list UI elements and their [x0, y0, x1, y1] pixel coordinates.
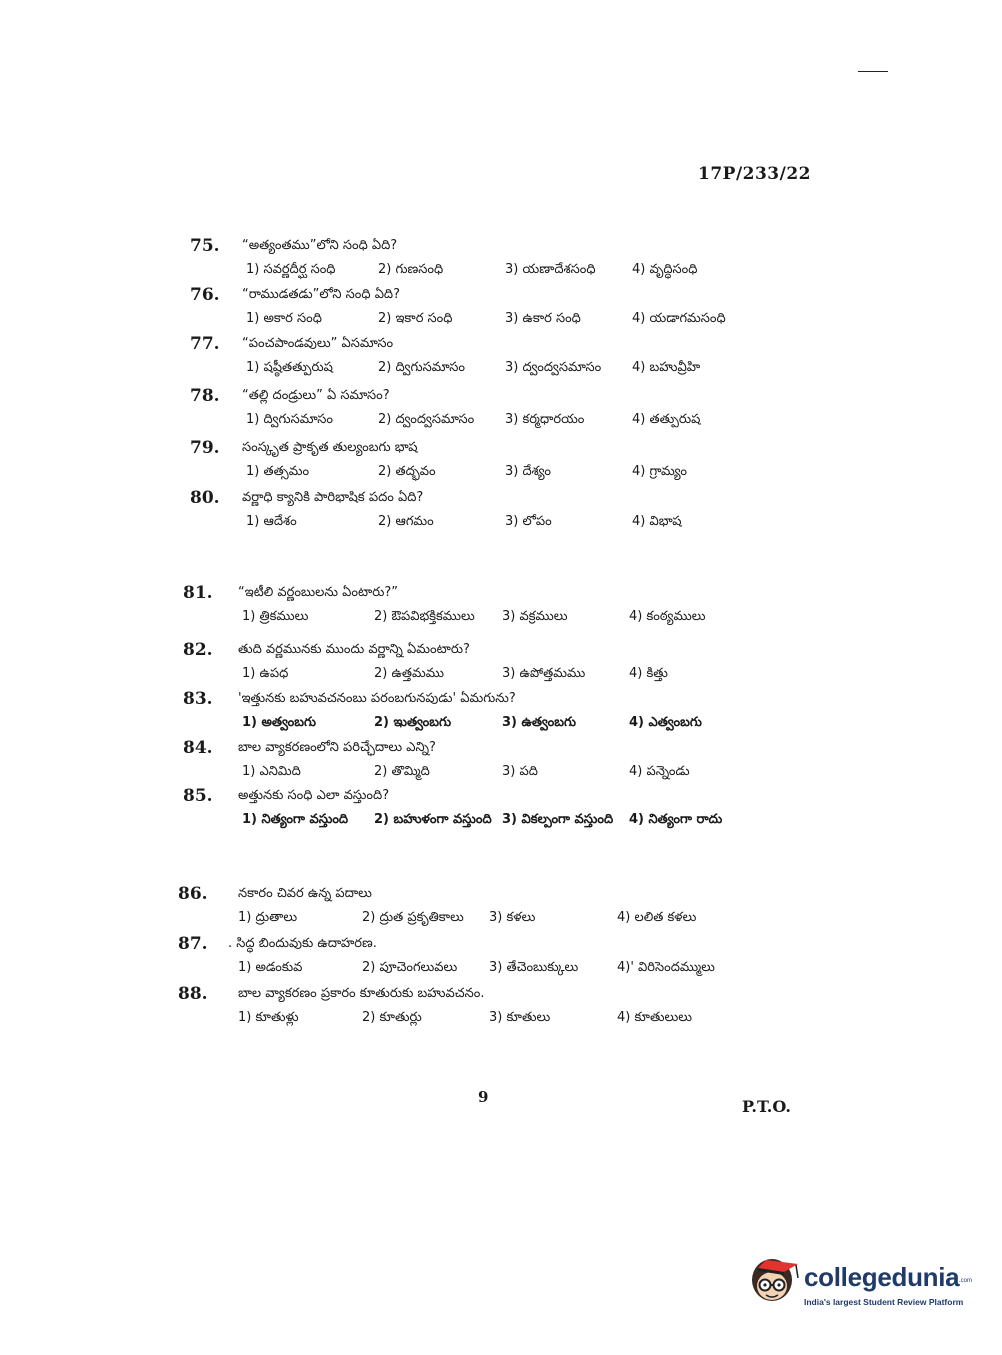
question-77: [0, 334, 1002, 384]
option-3: 3) పది: [502, 764, 538, 779]
option-1: 1) ద్రుతాలు: [238, 910, 298, 925]
option-2: 2) బహుళంగా వస్తుంది: [374, 812, 492, 827]
paper-code: 17P/233/22: [698, 164, 812, 184]
question-76: [0, 285, 1002, 335]
question-75: [0, 236, 1002, 286]
option-1: 1) సవర్ణదీర్ఘ సంధి: [246, 262, 336, 277]
mascot-icon: [744, 1250, 802, 1310]
option-1: 1) ఎనిమిది: [242, 764, 301, 779]
option-1: 1) నిత్యంగా వస్తుంది: [242, 812, 349, 827]
option-4: 4) పన్నెండు: [629, 764, 690, 779]
question-82: [0, 640, 1002, 690]
question-number: 86.: [178, 884, 208, 904]
option-2: 2) ఔపవిభక్తికములు: [374, 609, 475, 624]
question-81: [0, 583, 1002, 633]
question-number: 78.: [190, 386, 220, 406]
option-1: 1) షష్ఠీతత్పురుష: [246, 360, 333, 375]
option-2: 2) గుణసంధి: [378, 262, 444, 277]
question-text: . సిద్ధ బిందువుకు ఉదాహరణ.: [228, 936, 377, 951]
question-number: 84.: [183, 738, 213, 758]
question-80: [0, 488, 1002, 538]
question-text: “పంచపాండవులు” ఏసమాసం: [242, 336, 394, 351]
option-3: 3) లోపం: [505, 514, 552, 529]
question-text: అత్తునకు సంధి ఎలా వస్తుంది?: [238, 788, 390, 803]
option-4: 4) నిత్యంగా రాదు: [629, 812, 723, 827]
top-rule: [858, 71, 888, 72]
question-85: [0, 786, 1002, 836]
option-2: 2) ద్విగుసమాసం: [378, 360, 465, 375]
question-number: 83.: [183, 689, 213, 709]
question-text: బాల వ్యాకరణంలోని పరిచ్ఛేదాలు ఎన్ని?: [238, 740, 436, 755]
question-text: తుది వర్ణమునకు ముందు వర్ణాన్ని ఏమంటారు?: [238, 642, 470, 657]
question-text: “తల్లి దండ్రులు” ఏ సమాసం?: [242, 388, 390, 403]
option-3: 3) కూతులు: [489, 1010, 551, 1025]
page-number: 9: [478, 1088, 489, 1106]
watermark-name: collegedunia: [804, 1262, 960, 1292]
option-4: 4)' విరిసెందమ్ములు: [617, 960, 715, 975]
option-4: 4) యడాగమసంధి: [632, 311, 726, 326]
option-4: 4) కూతులులు: [617, 1010, 692, 1025]
question-number: 85.: [183, 786, 213, 806]
option-3: 3) వికల్పంగా వస్తుంది: [502, 812, 614, 827]
question-text: వర్ణాధి క్యానికి పారిభాషిక పదం ఏది?: [242, 490, 424, 505]
option-1: 1) కూతుళ్లు: [238, 1010, 299, 1025]
watermark-tagline: India's largest Student Review Platform: [804, 1297, 964, 1307]
option-3: 3) ఉత్వంబగు: [502, 715, 577, 730]
option-2: 2) ఇుత్వంబగు: [374, 715, 452, 730]
option-4: 4) బహువ్రీహి: [632, 360, 701, 375]
question-78: [0, 386, 1002, 436]
option-3: 3) యణాదేశసంధి: [505, 262, 596, 277]
option-1: 1) ఉపధ: [242, 666, 289, 681]
option-3: 3) తేచెంబుక్కులు: [489, 960, 579, 975]
option-1: 1) అకార సంధి: [246, 311, 322, 326]
question-number: 79.: [190, 438, 220, 458]
option-4: 4) కిత్తు: [629, 666, 668, 681]
option-1: 1) తత్సమం: [246, 464, 310, 479]
option-1: 1) ద్విగుసమాసం: [246, 412, 333, 427]
question-number: 81.: [183, 583, 213, 603]
question-84: [0, 738, 1002, 788]
question-text: నకారం చివర ఉన్న పదాలు: [238, 886, 372, 901]
option-2: 2) తద్భవం: [378, 464, 436, 479]
question-text: 'ఇత్తునకు బహువచనంబు పరంబగునపుడు' ఏమగును?: [238, 691, 516, 706]
question-number: 76.: [190, 285, 220, 305]
option-2: 2) ఆగమం: [378, 514, 434, 529]
option-3: 3) కళలు: [489, 910, 536, 925]
question-number: 77.: [190, 334, 220, 354]
option-2: 2) ఉత్తమము: [374, 666, 444, 681]
watermark-suffix: .com: [959, 1278, 973, 1284]
option-3: 3) వక్రములు: [502, 609, 568, 624]
question-79: [0, 438, 1002, 488]
pto-label: P.T.O.: [742, 1097, 791, 1116]
question-text: “రాముడతడు”లోని సంధి ఏది?: [242, 287, 401, 302]
option-1: 1) అడంకువ: [238, 960, 303, 975]
question-text: సంస్కృత ప్రాకృత తుల్యంబగు భాష: [242, 440, 418, 455]
question-text: “అత్యంతము”లోని సంధి ఏది?: [242, 238, 398, 253]
option-3: 3) ఉపోత్తమము: [502, 666, 586, 681]
option-4: 4) వృద్ధిసంధి: [632, 262, 698, 277]
option-4: 4) గ్రామ్యం: [632, 464, 687, 479]
option-2: 2) పూచెంగలువలు: [362, 960, 458, 975]
question-number: 82.: [183, 640, 213, 660]
question-number: 88.: [178, 984, 208, 1004]
option-2: 2) కూతుర్లు: [362, 1010, 422, 1025]
collegedunia-watermark: [744, 1250, 974, 1320]
question-number: 87.: [178, 934, 208, 954]
question-83: [0, 689, 1002, 739]
option-3: 3) దేశ్యం: [505, 464, 551, 479]
option-3: 3) కర్మధారయం: [505, 412, 585, 427]
question-text: బాల వ్యాకరణం ప్రకారం కూతురుకు బహువచనం.: [238, 986, 485, 1001]
question-87: [0, 934, 1002, 984]
option-4: 4) లలిత కళలు: [617, 910, 697, 925]
question-88: [0, 984, 1002, 1034]
question-86: [0, 884, 1002, 934]
option-1: 1) త్రికములు: [242, 609, 309, 624]
question-number: 80.: [190, 488, 220, 508]
option-4: 4) కంఠ్యములు: [629, 609, 706, 624]
option-1: 1) అత్వంబగు: [242, 715, 317, 730]
option-1: 1) ఆదేశం: [246, 514, 297, 529]
option-2: 2) తొమ్మిది: [374, 764, 430, 779]
option-2: 2) ఇకార సంధి: [378, 311, 453, 326]
question-text: “ఇటీలి వర్ణంబులను ఏంటారు?”: [238, 585, 399, 600]
option-4: 4) విభాష: [632, 514, 682, 529]
option-2: 2) ద్వంద్వసమాసం: [378, 412, 475, 427]
question-number: 75.: [190, 236, 220, 256]
option-3: 3) ద్వంద్వసమాసం: [505, 360, 602, 375]
option-3: 3) ఉకార సంధి: [505, 311, 581, 326]
option-4: 4) ఎత్వంబగు: [629, 715, 702, 730]
option-2: 2) ద్రుత ప్రకృతికాలు: [362, 910, 464, 925]
option-4: 4) తత్పురుష: [632, 412, 701, 427]
